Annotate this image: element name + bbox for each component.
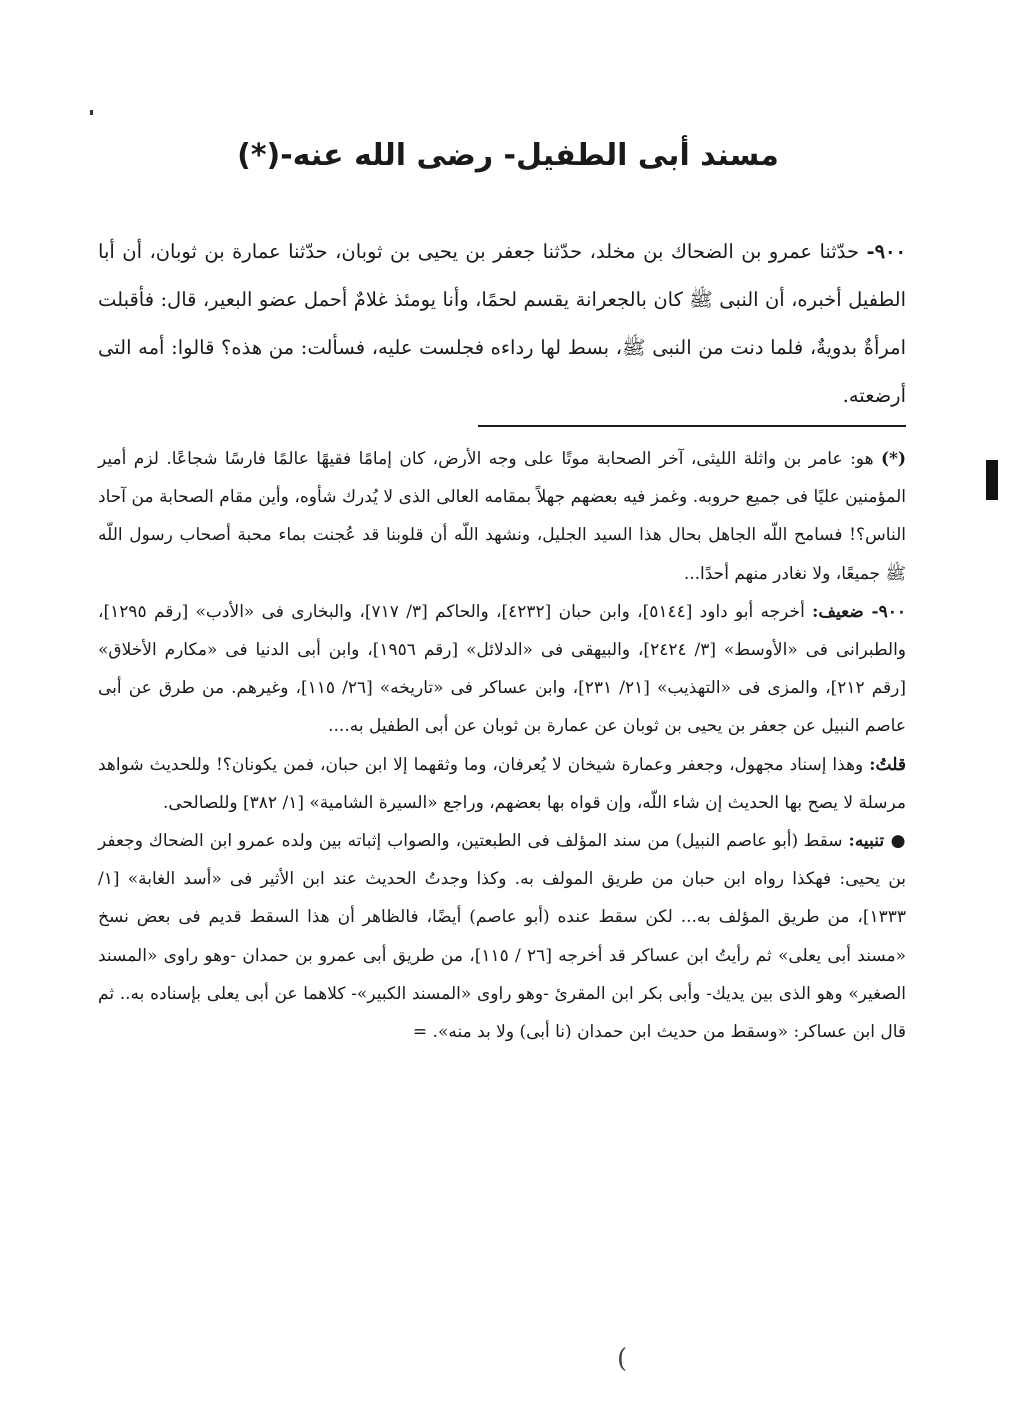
footnote-biography bbox=[98, 440, 906, 593]
footnote-marker: (*) bbox=[881, 449, 906, 469]
footnote-comment-lead: قلتُ: bbox=[869, 754, 906, 775]
footnote-text: أخرجه أبو داود [٥١٤٤]، وابن حبان [٤٢٣٢]، والحاكم [٣/ ٧١٧]، والبخارى فى «الأدب» [رقم ١٢٩٥]، والطبرانى فى «الأوسط» [٣/ ٢٤٢٤]، والبيهقى فى «الدلائل» [رقم ١٩٥٦]، وابن أبى الدنيا فى «مكارم الأخلاق» [رقم ٢١٢]، والمزى فى «التهذيب» [٢١/ ٢٣١]، وابن عساكر فى «تاريخه» [٢٦/ ١١٥]، وغيرهم. من طرق عن أبى عاصم النبيل عن جعفر بن يحيى بن ثوبان عن عمارة بن ثوبان عن أبى الطفيل به.... bbox=[98, 601, 907, 737]
footnote-notice bbox=[98, 822, 906, 1051]
page-title: مسند أبى الطفيل- رضى الله عنه-(*) bbox=[237, 138, 779, 173]
scan-speck bbox=[90, 110, 93, 115]
footnote-divider bbox=[478, 425, 906, 427]
footnotes bbox=[98, 440, 906, 1051]
hadith-number: ٩٠٠- bbox=[866, 240, 906, 263]
margin-scan-mark bbox=[986, 460, 998, 500]
footnote-grade: ٩٠٠- ضعيف: bbox=[812, 601, 907, 622]
hadith-paragraph bbox=[98, 228, 906, 420]
footnote-notice-lead: ● تنبيه: bbox=[848, 831, 906, 852]
hadith-text: حدّثنا عمرو بن الضحاك بن مخلد، حدّثنا جعفر بن يحيى بن ثوبان، حدّثنا عمارة بن ثوبان، أن أبا الطفيل أخبره، أن النبى ﷺ كان بالجعرانة يقسم لحمًا، وأنا يومئذ غلامٌ أحمل عضو البعير، قال: فأقبلت امرأةٌ بدويةٌ، فلما دنت من النبى ﷺ، بسط لها رداءه فجلست عليه، فسألت: من هذه؟ قالوا: أمه التى أرضعته. bbox=[98, 240, 906, 407]
footnote-text: هو: عامر بن واثلة الليثى، آخر الصحابة موتًا على وجه الأرض، كان إمامًا فقيهًا عالمًا فارسًا شجاعًا. لزم أمير المؤمنين عليًا فى جميع حروبه. وغمز فيه بعضهم جهلاً بمقامه العالى الذى لا يُدرك شأوه، وأين مقام الصحابة من آحاد الناس؟! فسامح اللّه الجاهل بحال هذا السيد الجليل، ونشهد اللّه أن قلوبنا قد عُجنت بماء محبة أصحاب رسول اللّه ﷺ جميعًا، ولا نغادر منهم أحدًا... bbox=[98, 449, 906, 584]
footnote-comment bbox=[98, 746, 906, 822]
footnote-takhrij bbox=[98, 593, 906, 746]
page-bottom-mark: ( bbox=[617, 1344, 628, 1374]
footnote-text: سقط (أبو عاصم النبيل) من سند المؤلف فى الطبعتين، والصواب إثباته بين ولده عمرو ابن الضحاك وجعفر بن يحيى: فهكذا رواه ابن حبان من طريق المولف به. وكذا وجدتُ الحديث عند ابن الأثير فى «أسد الغابة» [١/ ١٣٣٣]، من طريق المؤلف به... لكن سقط عنده (أبو عاصم) أيضًا، فالظاهر أن هذا السقط قديم فى بعض نسخ «مسند أبى يعلى» ثم رأيتُ ابن عساكر قد أخرجه [٢٦ / ١١٥]، من طريق أبى عمرو بن حمدان -وهو راوى «المسند الصغير» وهو الذى بين يديك- وأبى بكر ابن المقرئ -وهو راوى «المسند الكبير»- كلاهما عن أبى يعلى بإسناده به.. ثم قال ابن عساكر: «وسقط من حديث ابن حمدان (نا أبى) ولا بد منه». = bbox=[98, 831, 906, 1043]
footnote-text: وهذا إسناد مجهول، وجعفر وعمارة شيخان لا يُعرفان، وما وثقهما إلا ابن حبان، فمن يكونان؟! وللحديث شواهد مرسلة لا يصح بها الحديث إن شاء اللّه، وإن قواه بها بعضهم، وراجع «السيرة الشامية» [١/ ٣٨٢] وللصالحى. bbox=[98, 754, 906, 813]
